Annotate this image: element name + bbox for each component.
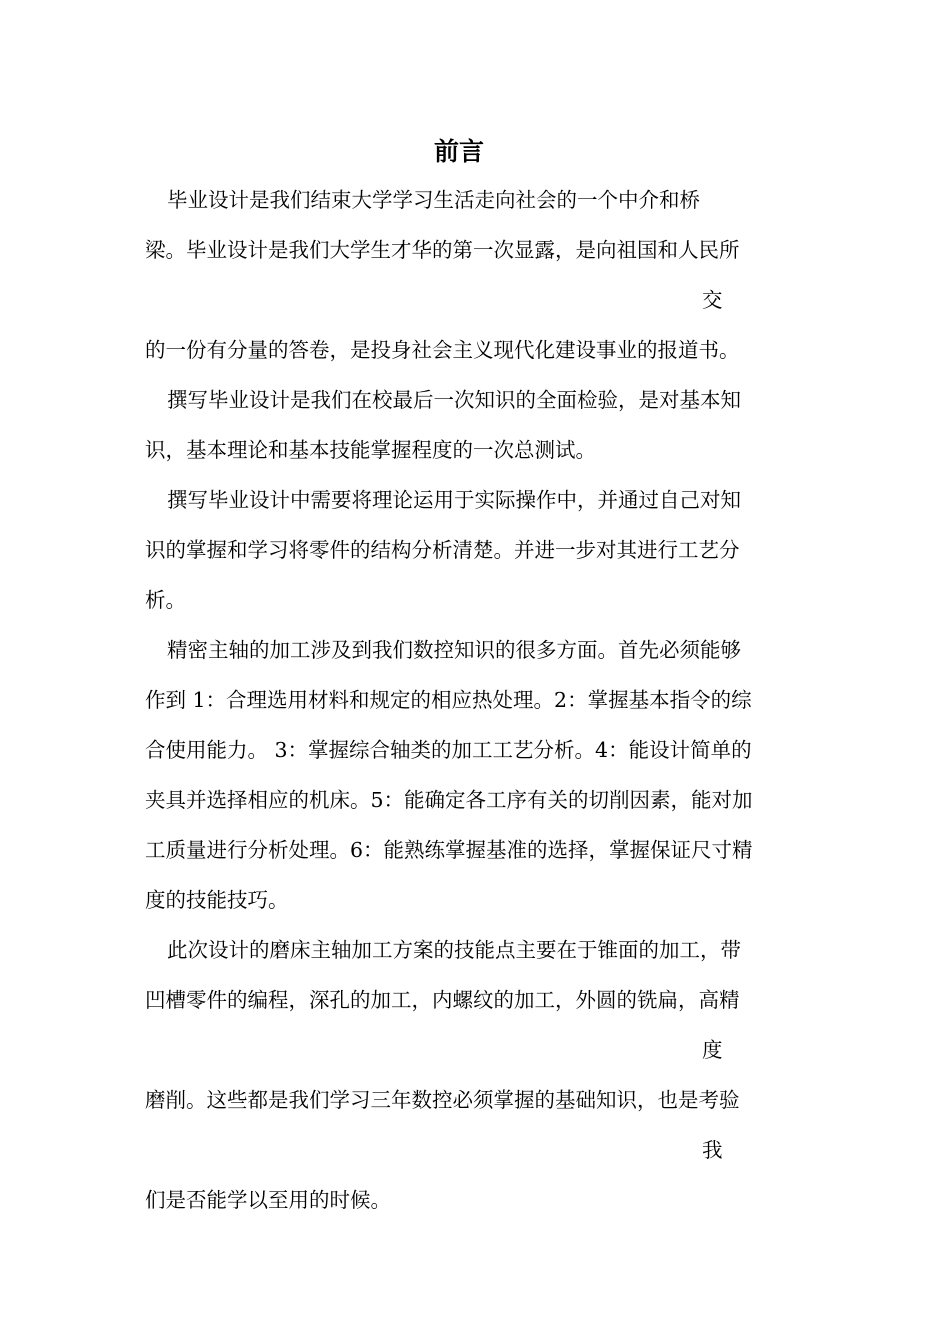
paragraph-line: 夹具并选择相应的机床。5：能确定各工序有关的切削因素，能对加 — [145, 788, 753, 812]
paragraph-line: 识，基本理论和基本技能掌握程度的一次总测试。 — [145, 438, 596, 462]
paragraph-line: 作到 1：合理选用材料和规定的相应热处理。2：掌握基本指令的综 — [145, 688, 752, 712]
paragraph-line: 工质量进行分析处理。6：能熟练掌握基准的选择，掌握保证尺寸精 — [145, 838, 753, 862]
paragraph-line: 撰写毕业设计中需要将理论运用于实际操作中，并通过自己对知 — [167, 488, 741, 512]
page-title: 前言 — [433, 137, 484, 166]
paragraph-line: 精密主轴的加工涉及到我们数控知识的很多方面。首先必须能够 — [167, 638, 741, 662]
paragraph-line: 识的掌握和学习将零件的结构分析清楚。并进一步对其进行工艺分 — [145, 538, 740, 562]
paragraph-line: 撰写毕业设计是我们在校最后一次知识的全面检验，是对基本知 — [167, 388, 741, 412]
paragraph-line: 此次设计的磨床主轴加工方案的技能点主要在于锥面的加工，带 — [167, 938, 741, 962]
paragraph-line: 毕业设计是我们结束大学学习生活走向社会的一个中介和桥 — [167, 188, 700, 212]
paragraph-line: 交 — [702, 288, 723, 312]
paragraph-line: 磨削。这些都是我们学习三年数控必须掌握的基础知识，也是考验 — [145, 1088, 740, 1112]
paragraph-line: 合使用能力。 3：掌握综合轴类的加工工艺分析。4：能设计简单的 — [145, 738, 752, 762]
paragraph-line: 度的技能技巧。 — [145, 888, 289, 912]
paragraph-line: 凹槽零件的编程，深孔的加工，内螺纹的加工，外圆的铣扁，高精 — [145, 988, 740, 1012]
paragraph-line: 析。 — [145, 588, 186, 612]
paragraph-line: 们是否能学以至用的时候。 — [145, 1188, 391, 1212]
paragraph-line: 度 — [702, 1038, 723, 1062]
paragraph-line: 梁。毕业设计是我们大学生才华的第一次显露，是向祖国和人民所 — [145, 238, 740, 262]
paragraph-line: 的一份有分量的答卷，是投身社会主义现代化建设事业的报道书。 — [145, 338, 740, 362]
paragraph-line: 我 — [702, 1138, 723, 1162]
